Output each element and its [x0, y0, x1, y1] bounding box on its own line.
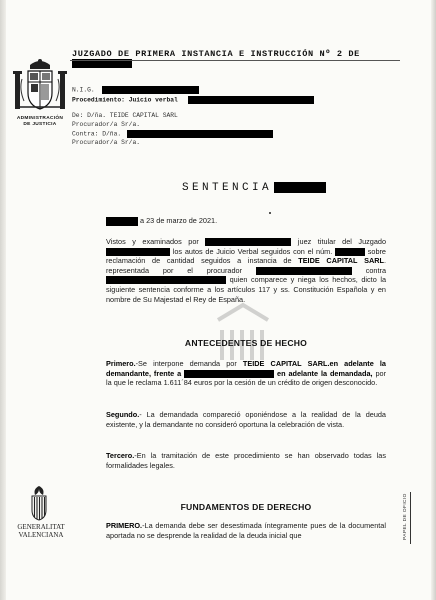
redacted-sentencia-number [274, 182, 326, 193]
procurador-defendant-line: Procurador/a Sr/a. [72, 139, 141, 146]
redacted-case-number [335, 248, 365, 256]
antecedentes-heading: ANTECEDENTES DE HECHO [184, 338, 308, 348]
nig-line: N.I.G. [72, 86, 199, 94]
redacted-procurador-name [256, 267, 352, 275]
redacted-defendant-name [127, 130, 273, 138]
header-divider [70, 60, 400, 61]
date-line: a 23 de marzo de 2021. [106, 216, 386, 226]
primero-fd-paragraph: PRIMERO.-La demanda debe ser desestimada íntegramente pues de la documental aportada no se desprende la realidad de la deuda inicial que [106, 521, 386, 540]
redacted-city [106, 217, 138, 226]
redacted-defendant-primero [184, 370, 274, 378]
administracion-de-justicia-label: ADMINISTRACIÓN DE JUSTICIA [16, 116, 64, 127]
redacted-defendant [106, 276, 226, 284]
segundo-paragraph: Segundo.- La demandada compareció oponiéndose a la realidad de la deuda existente, y la demandante no consideró oportuna la celebración de vista. [106, 410, 386, 429]
tercero-paragraph: Tercero.-En la tramitación de este procedimiento se han observado todas las formalidades legales. [106, 451, 386, 470]
papel-de-oficio-label: PAPEL DE OFICIO [403, 493, 408, 540]
papel-divider [410, 492, 411, 544]
sentencia-title: SENTENCIA [182, 182, 273, 194]
intro-paragraph: Vistos y examinados por juez titular del Juzgado los autos de Juicio Verbal seguidos con el núm. sobre reclamación de cantidad seguidos a instancia de TEIDE CAPITAL SARL. representada por el procurador contra quien comparece y niega los hechos, dicto la siguiente sentencia conforme a los artículos 117 y ss. Constitución Española y en nombre de Su Majestad el Rey de España. [106, 237, 387, 304]
coat-of-arms-icon [12, 57, 68, 117]
plaintiff-line: De: D/ña. TEIDE CAPITAL SARL [72, 112, 178, 119]
generalitat-logo-icon [26, 484, 52, 522]
court-title: JUZGADO DE PRIMERA INSTANCIA E INSTRUCCIÓN Nº 2 DE [72, 49, 360, 59]
fundamentos-heading: FUNDAMENTOS DE DERECHO [180, 502, 312, 512]
redacted-nig [102, 86, 199, 94]
generalitat-label: GENERALITAT VALENCIANA [17, 523, 65, 539]
procurador-plaintiff-line: Procurador/a Sr/a. [72, 121, 141, 128]
redacted-procedure-number [188, 96, 314, 104]
redacted-court-name [106, 248, 170, 256]
defendant-line: Contra: D/ña. [72, 130, 273, 138]
ink-dot [269, 212, 271, 214]
primero-paragraph: Primero.-Se interpone demanda por TEIDE CAPITAL SARL.en adelante la demandante, frente a en adelante la demandada, por la que le reclama 1.611´84 euros por la cesión de un crédito de origen desconocido. [106, 359, 387, 388]
redacted-judge-name [205, 238, 291, 246]
procedure-line: Procedimiento: Juicio verbal [72, 96, 314, 104]
